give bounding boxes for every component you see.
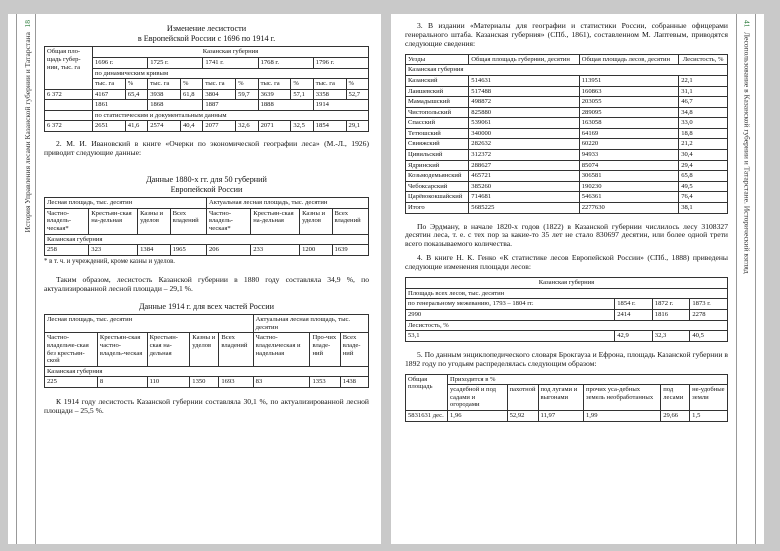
cell: 46,7 (679, 97, 728, 108)
cell: 49,5 (679, 181, 728, 192)
cell: 163058 (579, 118, 678, 129)
footnote: * в т. ч. и учреждений, кроме казны и уделов. (44, 257, 176, 265)
cell: 32,6 (236, 121, 258, 132)
left-running-title: История Управления лесами Казанской губернии и Татарстана (22, 31, 32, 232)
table-forest-cover-change (44, 46, 369, 132)
cell: 4167 (93, 89, 126, 100)
cell: Козьмодемьянский (406, 171, 469, 182)
cell: Актуальная лесная площадь, тыс. десятин (253, 315, 368, 333)
cell (45, 100, 93, 111)
cell: 60220 (579, 139, 678, 150)
table-row (406, 139, 728, 150)
cell: Свияжский (406, 139, 469, 150)
cell (45, 110, 93, 121)
cell: 30,4 (679, 150, 728, 161)
table-land-use (405, 374, 728, 422)
cell: Казанская губерния (93, 47, 369, 58)
cell: 517488 (469, 86, 579, 97)
cell: Актуальная лесная площадь, тыс. десятин (206, 198, 368, 209)
cell: Казанская губерния (406, 278, 728, 289)
cell: 57,1 (291, 89, 313, 100)
cell: 1854 (313, 121, 346, 132)
left-page-number: 18 (22, 20, 32, 28)
cell: 113951 (579, 76, 678, 87)
cell: 2651 (93, 121, 126, 132)
cell: 2574 (148, 121, 181, 132)
table-row (406, 128, 728, 139)
cell: тыс. га (93, 79, 126, 90)
cell: 1384 (138, 245, 170, 256)
cell: Тетюшский (406, 128, 469, 139)
cell: 18,8 (679, 128, 728, 139)
cell: 1693 (219, 377, 253, 388)
cell: 1768 г. (258, 57, 313, 68)
table2-title-line1: Данные 1880-х гг. для 50 губерний (146, 174, 267, 184)
cell: 288627 (469, 160, 579, 171)
cell: 3938 (148, 89, 181, 100)
cell: 40,4 (180, 121, 202, 132)
cell: 1854 г. (615, 299, 653, 310)
left-page (8, 14, 381, 544)
cell: Казны и уделов (138, 208, 170, 234)
cell: 190230 (579, 181, 678, 192)
table1-title (44, 24, 369, 43)
cell: 825880 (469, 107, 579, 118)
table-genko (405, 277, 728, 341)
left-gutter (16, 14, 36, 544)
cell: 2071 (258, 121, 291, 132)
cell: 94933 (579, 150, 678, 161)
paragraph-4: К 1914 году лесистость Казанской губернии составляла 30,1 %, по актуализированной лесной площади – 25,5 %. (44, 396, 369, 415)
cell: 85074 (579, 160, 678, 171)
table-row (406, 150, 728, 161)
cell: 1872 г. (652, 299, 690, 310)
cell: Приходится в % (448, 374, 728, 385)
cell: % (346, 79, 368, 90)
cell: 385260 (469, 181, 579, 192)
cell: 65,8 (679, 171, 728, 182)
table-row (406, 192, 728, 203)
cell: пахотной (507, 385, 538, 411)
cell: Крестьян-ская на-дельная (147, 333, 190, 366)
paragraph-2: 2. М. И. Ивановский в книге «Очерки по экономической географии леса» (М.-Л., 1926) приводит следующие данные: (44, 138, 369, 157)
cell: 53,1 (406, 331, 615, 342)
cell: 21,2 (679, 139, 728, 150)
table-row (406, 118, 728, 129)
cell: 64169 (579, 128, 678, 139)
cell: 498872 (469, 97, 579, 108)
paragraph-erdman: По Эрдману, в начале 1820-х годов (1822) в Казанской губернии числилось лесу 3108327 десятин леса, т. е. с тех пор за какие-то 35 лет не стало 830697 десятин, или более одной трети всего показываемого количества. (405, 221, 728, 249)
table-row (406, 107, 728, 118)
cell: Частно-владель-ческая* (206, 208, 250, 234)
cell: Крестьян-ская на-дельная (251, 208, 300, 234)
cell: 2990 (406, 310, 615, 321)
cell: Чистопольский (406, 107, 469, 118)
cell: 258 (45, 245, 89, 256)
cell: Частно-владельческая и надельная (253, 333, 310, 366)
cell: 1353 (310, 377, 340, 388)
cell: 3804 (203, 89, 236, 100)
cell: Ядринский (406, 160, 469, 171)
cell: 29,1 (346, 121, 368, 132)
cell: 1350 (190, 377, 219, 388)
cell: Всех владений (332, 208, 368, 234)
cell: 32,3 (652, 331, 690, 342)
cell: Про-чих владе-ний (310, 333, 340, 366)
cell: 306581 (579, 171, 678, 182)
cell: 40,5 (690, 331, 728, 342)
cell: 33,0 (679, 118, 728, 129)
cell: % (180, 79, 202, 90)
cell: под лесами (661, 385, 690, 411)
cell: Казанская губерния (45, 366, 369, 377)
cell: 1696 г. (93, 57, 148, 68)
cell: 282632 (469, 139, 579, 150)
cell: по динамическим кривым (93, 68, 369, 79)
cell: 110 (147, 377, 190, 388)
cell: 323 (89, 245, 138, 256)
cell: 539061 (469, 118, 579, 129)
cell: 1741 г. (203, 57, 258, 68)
cell: тыс. га (148, 79, 181, 90)
table-row (406, 97, 728, 108)
cell: 42,9 (615, 331, 653, 342)
cell: Лаишевский (406, 86, 469, 97)
paragraph-3-right: 3. В издании «Материалы для географии и статистики России, собранные офицерами генерального штаба. Казанская губерния» (СПб., 1861), составленном М. Лаптевым, приводятся следующие сведения: (405, 21, 728, 48)
cell: 225 (45, 377, 98, 388)
cell: % (236, 79, 258, 90)
cell: Всех владений (219, 333, 253, 366)
paragraph-brockhaus: 5. По данным энциклопедического словаря Брокгауза и Ефрона, площадь Казанской губернии в 1892 году по угодьям распределялась следующим образом: (405, 349, 728, 368)
cell: 6 372 (45, 89, 93, 100)
cell: Общая площадь губернии, десятин (469, 54, 579, 65)
left-content (44, 20, 369, 421)
cell: 1868 (148, 100, 203, 111)
cell: Итого (406, 202, 469, 213)
table-row (406, 76, 728, 87)
cell: 65,4 (125, 89, 147, 100)
table-uezd-forest (405, 54, 728, 214)
cell: Общая площадь лесов, десятин (579, 54, 678, 65)
right-page-number: 41 (742, 20, 752, 28)
cell: Всех владе-ний (340, 333, 368, 366)
cell: по генеральному межеванию, 1793 – 1804 гг. (406, 299, 615, 310)
cell: 1965 (170, 245, 206, 256)
cell: 3358 (313, 89, 346, 100)
cell: Крестьян-ская на-дельная (89, 208, 138, 234)
cell: % (291, 79, 313, 90)
cell: 22,1 (679, 76, 728, 87)
cell: 1438 (340, 377, 368, 388)
cell: 3639 (258, 89, 291, 100)
right-gutter (736, 14, 756, 544)
cell: Цивильский (406, 150, 469, 161)
cell: 32,5 (291, 121, 313, 132)
cell: Лесная площадь, тыс. десятин (45, 315, 254, 333)
cell: 1914 (313, 100, 368, 111)
cell: 59,7 (236, 89, 258, 100)
cell: 83 (253, 377, 310, 388)
right-content (405, 20, 728, 422)
cell: 206 (206, 245, 250, 256)
cell: Казанская губерния (406, 65, 728, 76)
cell: 1861 (93, 100, 148, 111)
cell: под лугами и выгонами (538, 385, 583, 411)
cell: Уезды (406, 54, 469, 65)
cell: прочих уса-дебных земель необработанных (583, 385, 660, 411)
table-row (406, 86, 728, 97)
cell: 2278 (690, 310, 728, 321)
paragraph-3: Таким образом, лесистость Казанской губернии в 1880 году составляла 34,9 %, по актуализированной лесной площади – 29,1 %. (44, 274, 369, 293)
cell: 29,66 (661, 410, 690, 421)
cell: 160863 (579, 86, 678, 97)
cell: 1888 (258, 100, 313, 111)
table2-title-line2: Европейской России (170, 184, 243, 194)
cell: Общая площадь (406, 374, 448, 410)
cell: 1873 г. (690, 299, 728, 310)
cell: 8 (97, 377, 147, 388)
paragraph-genko: 4. В книге Н. К. Генко «К статистике лесов Европейской России» (СПб., 1888) приведены следующие изменения площади лесов: (405, 253, 728, 272)
cell: Спасский (406, 118, 469, 129)
cell: 31,1 (679, 86, 728, 97)
cell: тыс. га (203, 79, 236, 90)
cell: Царёвококшайский (406, 192, 469, 203)
table-row (406, 171, 728, 182)
cell: Лесистость, % (679, 54, 728, 65)
cell: усадебной и под садами и огородами (448, 385, 508, 411)
cell: Лесистость, % (406, 320, 728, 331)
cell: 2077 (203, 121, 236, 132)
table1-title-line2: в Европейской России с 1696 по 1914 г. (137, 33, 276, 43)
cell: 41,6 (125, 121, 147, 132)
cell: 465721 (469, 171, 579, 182)
cell: 546361 (579, 192, 678, 203)
cell: 289095 (579, 107, 678, 118)
cell: 76,4 (679, 192, 728, 203)
cell: 38,1 (679, 202, 728, 213)
cell: 714681 (469, 192, 579, 203)
cell: тыс. га (258, 79, 291, 90)
cell: Казны и уделов (300, 208, 332, 234)
cell: Крестьян-ская частно-владель-ческая (97, 333, 147, 366)
cell: 340000 (469, 128, 579, 139)
cell: не-удобные земли (690, 385, 728, 411)
cell: 29,4 (679, 160, 728, 171)
table3-title: Данные 1914 г. для всех частей России (138, 301, 275, 311)
cell: Казанский (406, 76, 469, 87)
cell: Площадь всех лесов, тыс. десятин (406, 288, 728, 299)
cell: 1816 (652, 310, 690, 321)
cell: 203055 (579, 97, 678, 108)
cell: Частно-владель-ческая* (45, 208, 89, 234)
cell: 1887 (203, 100, 258, 111)
cell: Казанская губерния (45, 234, 369, 245)
cell: по статистическим и документальным данным (93, 110, 369, 121)
cell: 514631 (469, 76, 579, 87)
cell: 34,8 (679, 107, 728, 118)
cell: 5685225 (469, 202, 579, 213)
cell: 5831631 дес. (406, 410, 448, 421)
cell: 1725 г. (148, 57, 203, 68)
cell: 1639 (332, 245, 368, 256)
cell: 1,5 (690, 410, 728, 421)
cell: % (125, 79, 147, 90)
cell: Казны и уделов (190, 333, 219, 366)
cell: Частно-владельче-ская без крестьян-ской (45, 333, 98, 366)
cell: 52,7 (346, 89, 368, 100)
table-1914-data (44, 314, 369, 388)
cell: 233 (251, 245, 300, 256)
cell: Мамадышский (406, 97, 469, 108)
cell: Чебоксарский (406, 181, 469, 192)
table-row (406, 181, 728, 192)
cell: 1796 г. (313, 57, 368, 68)
cell: 1,96 (448, 410, 508, 421)
table-1880s-data (44, 197, 369, 255)
cell: 6 372 (45, 121, 93, 132)
cell: Общая пло-щадь губер-нии, тыс. га (45, 47, 93, 89)
right-running-title: Лесопользование в Казанской губернии и Татарстане. Исторический взгляд (742, 31, 752, 274)
table-row (406, 202, 728, 213)
cell: 52,92 (507, 410, 538, 421)
right-page (391, 14, 764, 544)
cell: 61,8 (180, 89, 202, 100)
cell: Лесная площадь, тыс. десятин (45, 198, 207, 209)
table1-title-line1: Изменение лесистости (166, 24, 247, 33)
cell: 2414 (615, 310, 653, 321)
cell: тыс. га (313, 79, 346, 90)
cell: Всех владений (170, 208, 206, 234)
cell: 1,99 (583, 410, 660, 421)
table-row (406, 160, 728, 171)
cell: 1200 (300, 245, 332, 256)
table2-title (44, 175, 369, 194)
cell: 11,97 (538, 410, 583, 421)
cell: 2277630 (579, 202, 678, 213)
cell: 312372 (469, 150, 579, 161)
